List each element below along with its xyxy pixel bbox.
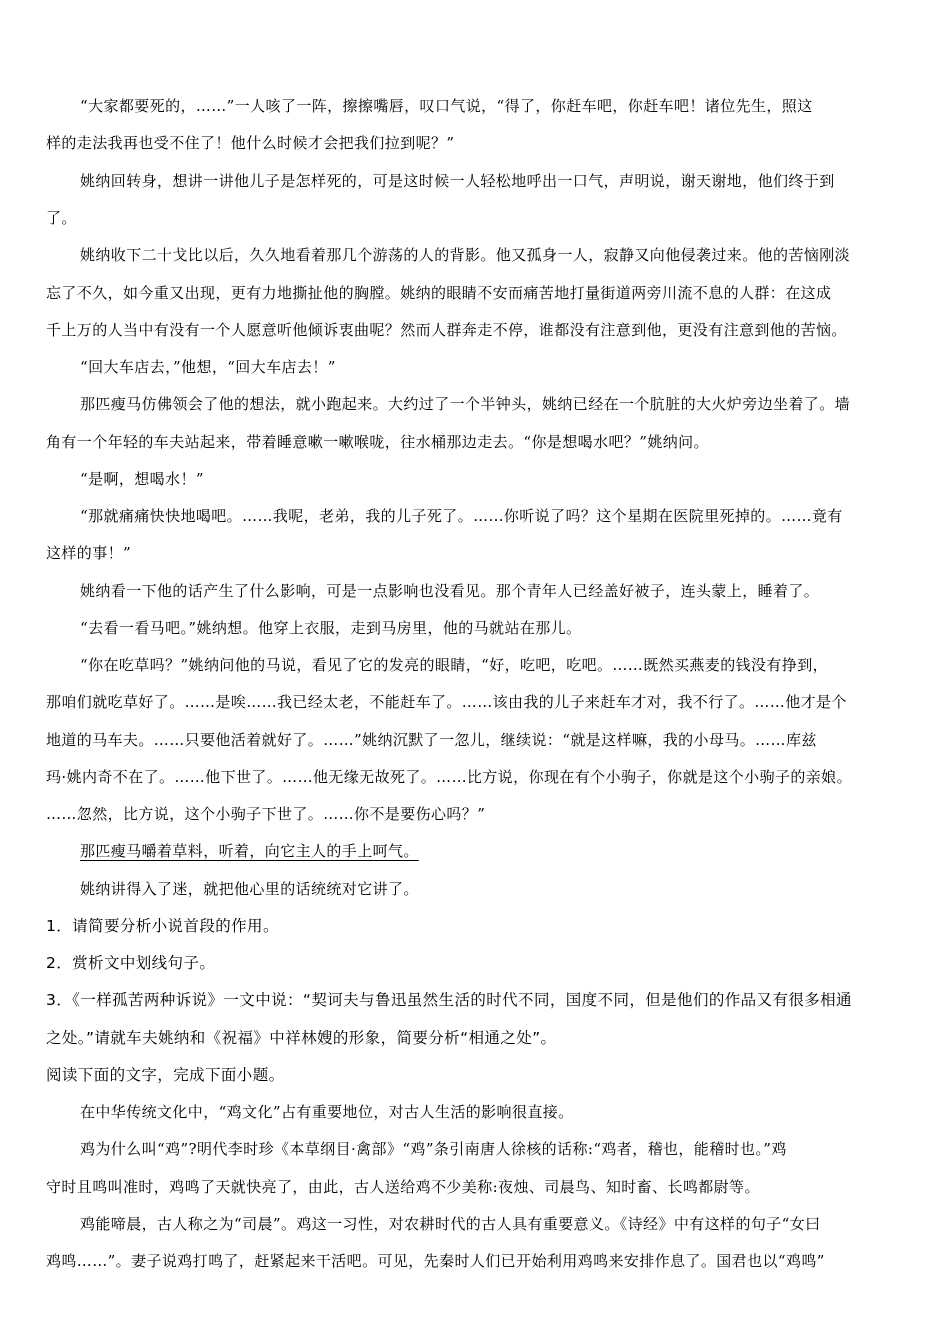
question-2: 2．赏析文中划线句子。	[46, 954, 216, 972]
article-paragraph-line: 守时且鸣叫准时，鸡鸣了天就快亮了，由此，古人送给鸡不少美称:夜烛、司晨鸟、知时畜、长鸣都尉等。	[46, 1178, 760, 1196]
question-1: 1．请简要分析小说首段的作用。	[46, 917, 279, 935]
story-paragraph-line: “是啊，想喝水！”	[80, 470, 204, 488]
story-paragraph-line: 玛·姚内奇不在了。……他下世了。……他无缘无故死了。……比方说，你现在有个小驹子，你就是这个小驹子的亲娘。	[46, 768, 852, 786]
article-paragraph-line: 鸡能啼晨，古人称之为“司晨”。鸡这一习性，对农耕时代的古人具有重要意义。《诗经》中有这样的句子“女曰	[80, 1215, 821, 1233]
story-paragraph-line: 千上万的人当中有没有一个人愿意听他倾诉衷曲呢？然而人群奔走不停，谁都没有注意到他，更没有注意到他的苦恼。	[46, 321, 847, 339]
story-paragraph-line: 那匹瘦马仿佛领会了他的想法，就小跑起来。大约过了一个半钟头，姚纳已经在一个肮脏的大火炉旁边坐着了。墙	[80, 395, 851, 413]
question-3-line: 3．《一样孤苦两种诉说》一文中说：“契诃夫与鲁迅虽然生活的时代不同，国度不同，但是他们的作品又有很多相通	[46, 991, 852, 1009]
story-paragraph-line: 角有一个年轻的车夫站起来，带着睡意嗽一嗽喉咙，往水桶那边走去。“你是想喝水吧？”姚纳问。	[46, 433, 709, 451]
story-paragraph-line: 了。	[46, 209, 77, 227]
article-paragraph-line: 鸡鸣……”。妻子说鸡打鸣了，赶紧起来干活吧。可见，先秦时人们已开始利用鸡鸣来安排作息了。国君也以“鸡鸣”	[46, 1252, 825, 1270]
story-paragraph-line: 姚纳看一下他的话产生了什么影响，可是一点影响也没看见。那个青年人已经盖好被子，连头蒙上，睡着了。	[80, 582, 820, 600]
story-paragraph-line: 那咱们就吃草好了。……是唉……我已经太老，不能赶车了。……该由我的儿子来赶车才对，我不行了。……他才是个	[46, 693, 847, 711]
story-paragraph-line: 地道的马车夫。……只要他活着就好了。……”姚纳沉默了一忽儿，继续说：“就是这样嘛，我的小母马。……库兹	[46, 731, 817, 749]
story-paragraph-line: “去看一看马吧。”姚纳想。他穿上衣服，走到马房里，他的马就站在那儿。	[80, 619, 582, 637]
reading-instruction: 阅读下面的文字，完成下面小题。	[46, 1066, 285, 1084]
story-paragraph-line: ……忽然，比方说，这个小驹子下世了。……你不是要伤心吗？”	[46, 805, 486, 823]
article-paragraph-line: 鸡为什么叫“鸡”?明代李时珍《本草纲目·禽部》“鸡”条引南唐人徐核的话称:“鸡者，稽也，能稽时也。”鸡	[80, 1140, 787, 1158]
story-paragraph-line: 姚纳收下二十戈比以后，久久地看着那几个游荡的人的背影。他又孤身一人，寂静又向他侵袭过来。他的苦恼刚淡	[80, 246, 851, 264]
story-paragraph-line: 这样的事！”	[46, 544, 132, 562]
question-3-line: 之处。”请就车夫姚纳和《祝福》中祥林嫂的形象，简要分析“相通之处”。	[46, 1029, 557, 1047]
story-paragraph-line: 姚纳回转身，想讲一讲他儿子是怎样死的，可是这时候一人轻松地呼出一口气，声明说，谢天谢地，他们终于到	[80, 172, 835, 190]
story-paragraph-line: “回大车店去，”他想，“回大车店去！”	[80, 358, 336, 376]
story-paragraph-line: “那就痛痛快快地喝吧。……我呢，老弟，我的儿子死了。……你听说了吗？这个星期在医院里死掉的。……竟有	[80, 507, 843, 525]
story-paragraph-line: 姚纳讲得入了迷，就把他心里的话统统对它讲了。	[80, 880, 419, 898]
story-paragraph-line: “大家都要死的，……”一人咳了一阵，擦擦嘴唇，叹口气说，“得了，你赶车吧，你赶车吧！诸位先生，照这	[80, 97, 813, 115]
story-paragraph-line: “你在吃草吗？”姚纳问他的马说，看见了它的发亮的眼睛，“好，吃吧，吃吧。……既然买燕麦的钱没有挣到，	[80, 656, 829, 674]
underlined-sentence: 那匹瘦马嚼着草料，听着，向它主人的手上呵气。	[80, 842, 419, 860]
story-paragraph-line: 忘了不久，如今重又出现，更有力地撕扯他的胸膛。姚纳的眼睛不安而痛苦地打量街道两旁川流不息的人群：在这成	[46, 284, 832, 302]
story-paragraph-line: 样的走法我再也受不住了！他什么时候才会把我们拉到呢？”	[46, 134, 455, 152]
article-paragraph-line: 在中华传统文化中，“鸡文化”占有重要地位，对古人生活的影响很直接。	[80, 1103, 574, 1121]
